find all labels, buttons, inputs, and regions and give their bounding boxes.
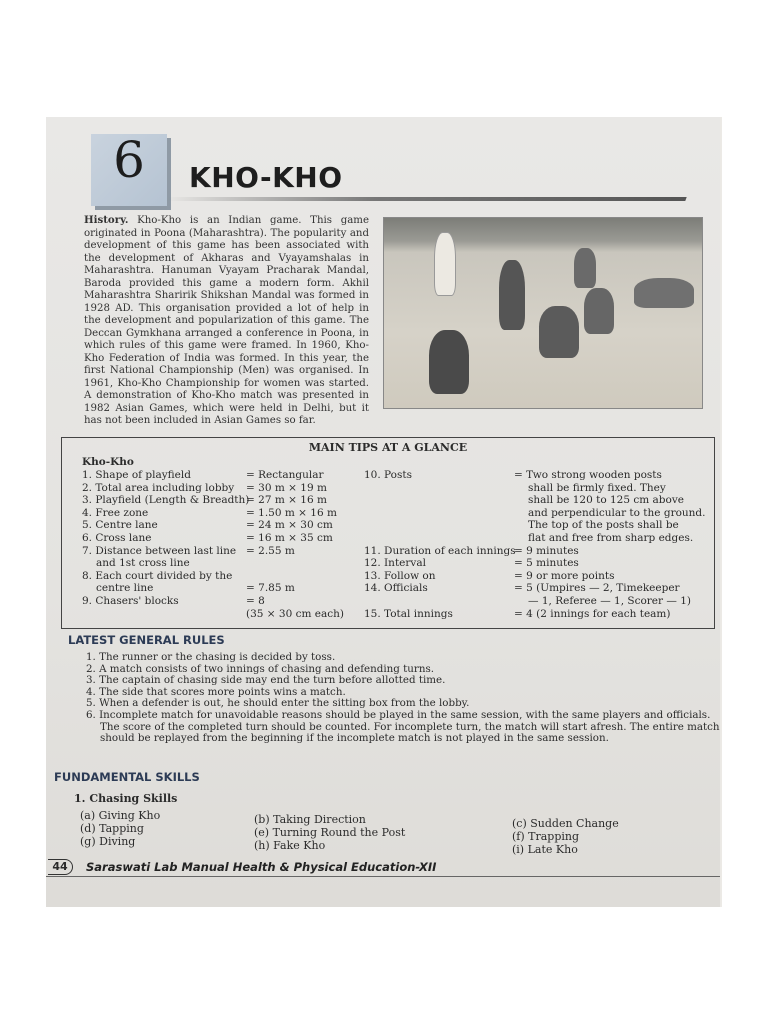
title-underline [165, 197, 686, 201]
history-paragraph [84, 214, 369, 428]
skills-heading: FUNDAMENTAL SKILLS [54, 770, 200, 784]
photo-figure [539, 306, 579, 358]
tip-label: 1. Shape of playfield [82, 469, 191, 481]
tip-value: = 27 m × 16 m [246, 494, 327, 507]
skill-item: (d) Tapping [80, 822, 144, 835]
tips-left-labels [82, 469, 249, 620]
tip-label: 5. Centre lane [82, 519, 158, 532]
tip-label [82, 608, 249, 621]
tip-value: = 24 m × 30 cm [246, 519, 333, 532]
tips-right-values [514, 469, 706, 620]
tip-value: flat and free from sharp edges. [528, 531, 694, 544]
tip-value: = 9 minutes [514, 544, 579, 557]
kho-kho-photo [383, 217, 703, 409]
rule-item: 6. Incomplete match for unavoidable reasons should be played in the same session, with the same players and officials. [86, 708, 711, 721]
tip-value [246, 557, 344, 570]
skill-item: (c) Sudden Change [512, 817, 619, 830]
book-page [46, 117, 720, 907]
tip-label: 8. Each court divided by the [82, 569, 233, 582]
tip-value: = 2.55 m [246, 544, 295, 557]
tip-value: and perpendicular to the ground. [528, 506, 706, 519]
tip-label: centre line [96, 582, 154, 595]
tip-label: and 1st cross line [96, 557, 190, 570]
tip-value: = 5 minutes [514, 557, 579, 570]
tip-value: = 7.85 m [246, 582, 295, 595]
tip-label [364, 532, 516, 545]
tip-label: 15. Total innings [364, 607, 453, 620]
skill-item: (e) Turning Round the Post [254, 826, 406, 839]
photo-figure [434, 232, 456, 296]
tip-value: shall be 120 to 125 cm above [528, 494, 684, 507]
tip-label [364, 494, 516, 507]
tip-label: 11. Duration of each innings [364, 544, 516, 557]
tip-label: 6. Cross lane [82, 531, 152, 544]
skill-item: (i) Late Kho [512, 843, 578, 856]
tip-label: 12. Interval [364, 557, 426, 570]
photo-figure [429, 330, 469, 394]
main-tips-box [61, 437, 715, 629]
skill-item: (b) Taking Direction [254, 813, 366, 826]
tip-value: = 4 (2 innings for each team) [514, 607, 671, 620]
skill-item: (f) Trapping [512, 830, 580, 843]
skill-item: (a) Giving Kho [80, 809, 161, 822]
tip-value: = 9 or more points [514, 569, 615, 582]
tip-label: 2. Total area including lobby [82, 481, 235, 494]
rule-item: 1. The runner or the chasing is decided by toss. [86, 651, 336, 663]
chapter-title: KHO-KHO [189, 161, 343, 194]
rule-item: 4. The side that scores more points wins a match. [86, 685, 346, 698]
rule-item: 2. A match consists of two innings of chasing and defending turns. [86, 662, 435, 675]
footer-rule [46, 876, 720, 877]
skill-item: (h) Fake Kho [254, 839, 326, 852]
rule-item: The score of the completed turn should be counted. For incomplete turn, the match will start afresh. The entire match [100, 720, 720, 733]
tip-value: = Two strong wooden posts [514, 469, 662, 481]
tip-value: — 1, Referee — 1, Scorer — 1) [528, 594, 691, 607]
tip-label [364, 507, 516, 520]
tip-value: shall be firmly fixed. They [528, 481, 666, 494]
tip-label [364, 482, 516, 495]
tip-label: 9. Chasers' blocks [82, 594, 179, 607]
rule-item: 5. When a defender is out, he should enter the sitting box from the lobby. [86, 697, 470, 710]
rule-item: should be replayed from the beginning if the incomplete match is not played in the same session. [100, 732, 609, 745]
history-label: History. [84, 214, 129, 226]
photo-figure [634, 278, 694, 308]
tip-value [246, 570, 344, 583]
tip-value: = 16 m × 35 cm [246, 531, 333, 544]
tip-value: = Rectangular [246, 469, 324, 481]
tip-label: 3. Playfield (Length & Breadth) [82, 494, 250, 507]
tip-label [364, 595, 516, 608]
book-title: Saraswati Lab Manual Health & Physical Education-XII [86, 860, 437, 874]
tip-value: = 1.50 m × 16 m [246, 506, 337, 519]
rule-item: 3. The captain of chasing side may end the turn before allotted time. [86, 674, 446, 687]
tip-label [364, 519, 516, 532]
tip-label: 10. Posts [364, 469, 412, 481]
tip-value: (35 × 30 cm each) [246, 607, 345, 620]
tip-label: 14. Officials [364, 582, 428, 595]
photo-figure [584, 288, 614, 334]
tip-label: 7. Distance between last line [82, 544, 237, 557]
tip-value: The top of the posts shall be [528, 519, 679, 532]
page-footer [46, 859, 720, 877]
tips-title: MAIN TIPS AT A GLANCE [308, 441, 468, 454]
photo-figure [574, 248, 596, 288]
skills-subheading: 1. Chasing Skills [74, 792, 178, 805]
history-text: Kho-Kho is an Indian game. This game originated in Poona (Maharashtra). The popularity and development of this game has been associated with the development of Akharas and Vyayamshalas in Maharashtra. Hanuman Vyayam Pracharak Mandal, Baroda provided this game a modern form. Akhil Maharashtra Sharirik Shikshan Mandal was formed in 1928 AD. This organisation provided a lot of help in the development and popularization of this game. The Deccan Gymkhana arranged a conference in Poona, in which rules of this game were framed. In 1960, Kho-Kho Federation of India was formed. In this year, the first National Championship (Men) was organised. In 1961, Kho-Kho Championship for women was started. A demonstration of Kho-Kho match was presented in 1982 Asian Games, which were held in Delhi, but it has not been included in Asian Games so far. [84, 215, 369, 426]
chapter-number: 6 [113, 131, 145, 189]
tip-label: 4. Free zone [82, 506, 149, 519]
tip-value: = 5 (Umpires — 2, Timekeeper [514, 582, 680, 595]
skills-col-1 [80, 809, 160, 848]
rules-list [86, 652, 720, 745]
skill-item: (g) Diving [80, 835, 136, 848]
skills-col-2 [254, 813, 405, 852]
skills-col-3 [512, 817, 619, 856]
photo-figure [499, 260, 525, 330]
tips-subtitle: Kho-Kho [82, 456, 134, 468]
tip-value: = 30 m × 19 m [246, 481, 327, 494]
tips-left-values [246, 469, 344, 620]
tip-label: 13. Follow on [364, 569, 436, 582]
page-number: 44 [48, 859, 73, 875]
rules-heading: LATEST GENERAL RULES [68, 633, 225, 647]
tips-right-labels [364, 469, 516, 620]
tip-value: = 8 [246, 594, 265, 607]
